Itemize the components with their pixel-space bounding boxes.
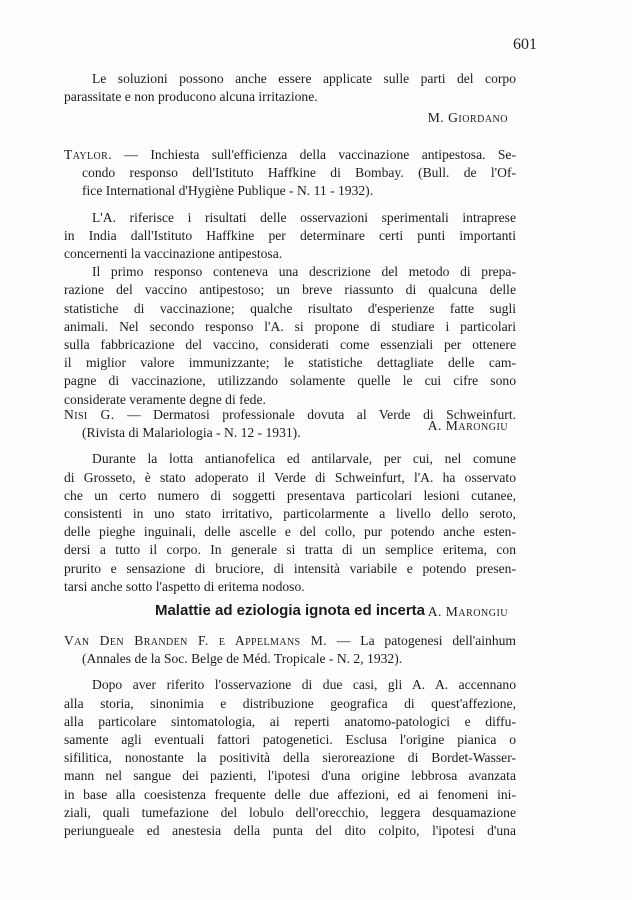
author: Nisi G. [64, 407, 115, 422]
citation-line: (Annales de la Soc. Belge de Méd. Tropicale - N. 2, 1932). [82, 651, 403, 667]
signature: M. Giordano [427, 110, 508, 126]
text-line: in India dall'Istituto Haffkine per determinare certi punti importanti [64, 227, 516, 243]
page-number: 601 [513, 36, 537, 53]
text-line: il miglior valore immunizzante; le statistiche dettagliate delle cam- [64, 355, 516, 371]
author: Van Den Branden F. e Appelmans M. [64, 633, 328, 648]
text-line: che un certo numero di soggetti presentava particolari lesioni cutanee, [64, 487, 516, 503]
review-taylor [64, 146, 516, 435]
text-line: mann nel sangue dei pazienti, l'ipotesi d'una origine lebbrosa avanzata [64, 768, 516, 784]
author: Taylor. [64, 147, 113, 162]
text-line: concernenti la vaccinazione antipestosa. [64, 246, 283, 262]
text-line: prurito e sensazione di bruciore, di intensità variabile e potendo presen- [64, 560, 516, 576]
review-nisi [64, 406, 516, 621]
text-line: statistiche di vaccinazione; qualche risultato d'esperienze fatte sugli [64, 300, 516, 316]
citation-line: Van Den Branden F. e Appelmans M. — La patogenesi dell'ainhum [64, 633, 516, 648]
citation-line: fice International d'Hygiène Publique - N. 11 - 1932). [82, 183, 374, 199]
text-line: Le soluzioni possono anche essere applicate sulle parti del corpo [92, 71, 516, 86]
text-line: dersi a tutto il corpo. In generale si tratta di un semplice eritema, con [64, 542, 516, 558]
section-heading: Malattie ad eziologia ignota ed incerta [154, 602, 426, 619]
text-line: Dopo aver riferito l'osservazione di due casi, gli A. A. accennano [92, 677, 516, 693]
text-line: razione del vaccino antipestoso; un breve riassunto di qualcuna delle [64, 282, 516, 298]
text-line: considerate veramente degne di fede. [64, 391, 266, 407]
text-line: alla particolare sintomatologia, ai reperti anatomo-patologici e diffu- [64, 713, 516, 729]
text-line: Il primo responso conteneva una descrizione del metodo di prepa- [92, 264, 516, 280]
text-line: consistenti in uno stato irritativo, particolarmente a livello dello seroto, [64, 506, 516, 522]
text-line: di Grosseto, è stato adoperato il Verde di Schweinfurt, l'A. ha osservato [64, 469, 516, 485]
text-line: periungueale ed anestesia della punta del dito colpito, l'ipotesi d'una [64, 823, 516, 839]
citation-line: (Rivista di Malariologia - N. 12 - 1931). [82, 425, 301, 441]
review-van-den-branden [64, 632, 516, 840]
review-giordano [64, 70, 516, 128]
text-line: samente agli eventuali fattori patogenetici. Esclusa l'origine pianica o [64, 732, 516, 748]
citation-line: condo responso dell'Istituto Haffkine di Bombay. (Bull. de l'Of- [82, 165, 516, 181]
text-line: in base alla coesistenza frequente delle due affezioni, ed ai fenomeni ini- [64, 786, 516, 802]
text-line: parassitate e non producono alcuna irritazione. [64, 89, 318, 105]
text-line: tarsi anche sotto l'aspetto di eritema nodoso. [64, 578, 305, 594]
text-line: Durante la lotta antianofelica ed antilarvale, per cui, nel comune [92, 451, 516, 467]
citation-line: Taylor. — Inchiesta sull'efficienza della vaccinazione antipestosa. Se- [64, 147, 516, 162]
text-line: L'A. riferisce i risultati delle osservazioni sperimentali intraprese [92, 209, 516, 225]
text-line: ziali, quali tumefazione del lobulo dell'orecchio, leggera desquamazione [64, 804, 516, 820]
text-line: animali. Nel secondo responso l'A. si propone di studiare i particolari [64, 318, 516, 334]
text-line: sifilitica, nonostante la positività della sieroreazione di Bordet-Wasser- [64, 750, 516, 766]
text-line: delle pieghe inguinali, delle ascelle e del collo, pur potendo anche esten- [64, 524, 516, 540]
text-line: sulla fabbricazione del vaccino, considerati come essenziali per ottenere [64, 337, 516, 353]
signature: A. Marongiu [427, 604, 508, 620]
citation-line: Nisi G. — Dermatosi professionale dovuta al Verde di Schweinfurt. [64, 407, 516, 422]
signature: A. Marongiu [427, 417, 508, 433]
text-line: pagne di vaccinazione, utilizzando solamente quelle le cui cifre sono [64, 373, 516, 389]
text-line: alla storia, sinonimia e distribuzione geografica di quest'affezione, [64, 695, 516, 711]
